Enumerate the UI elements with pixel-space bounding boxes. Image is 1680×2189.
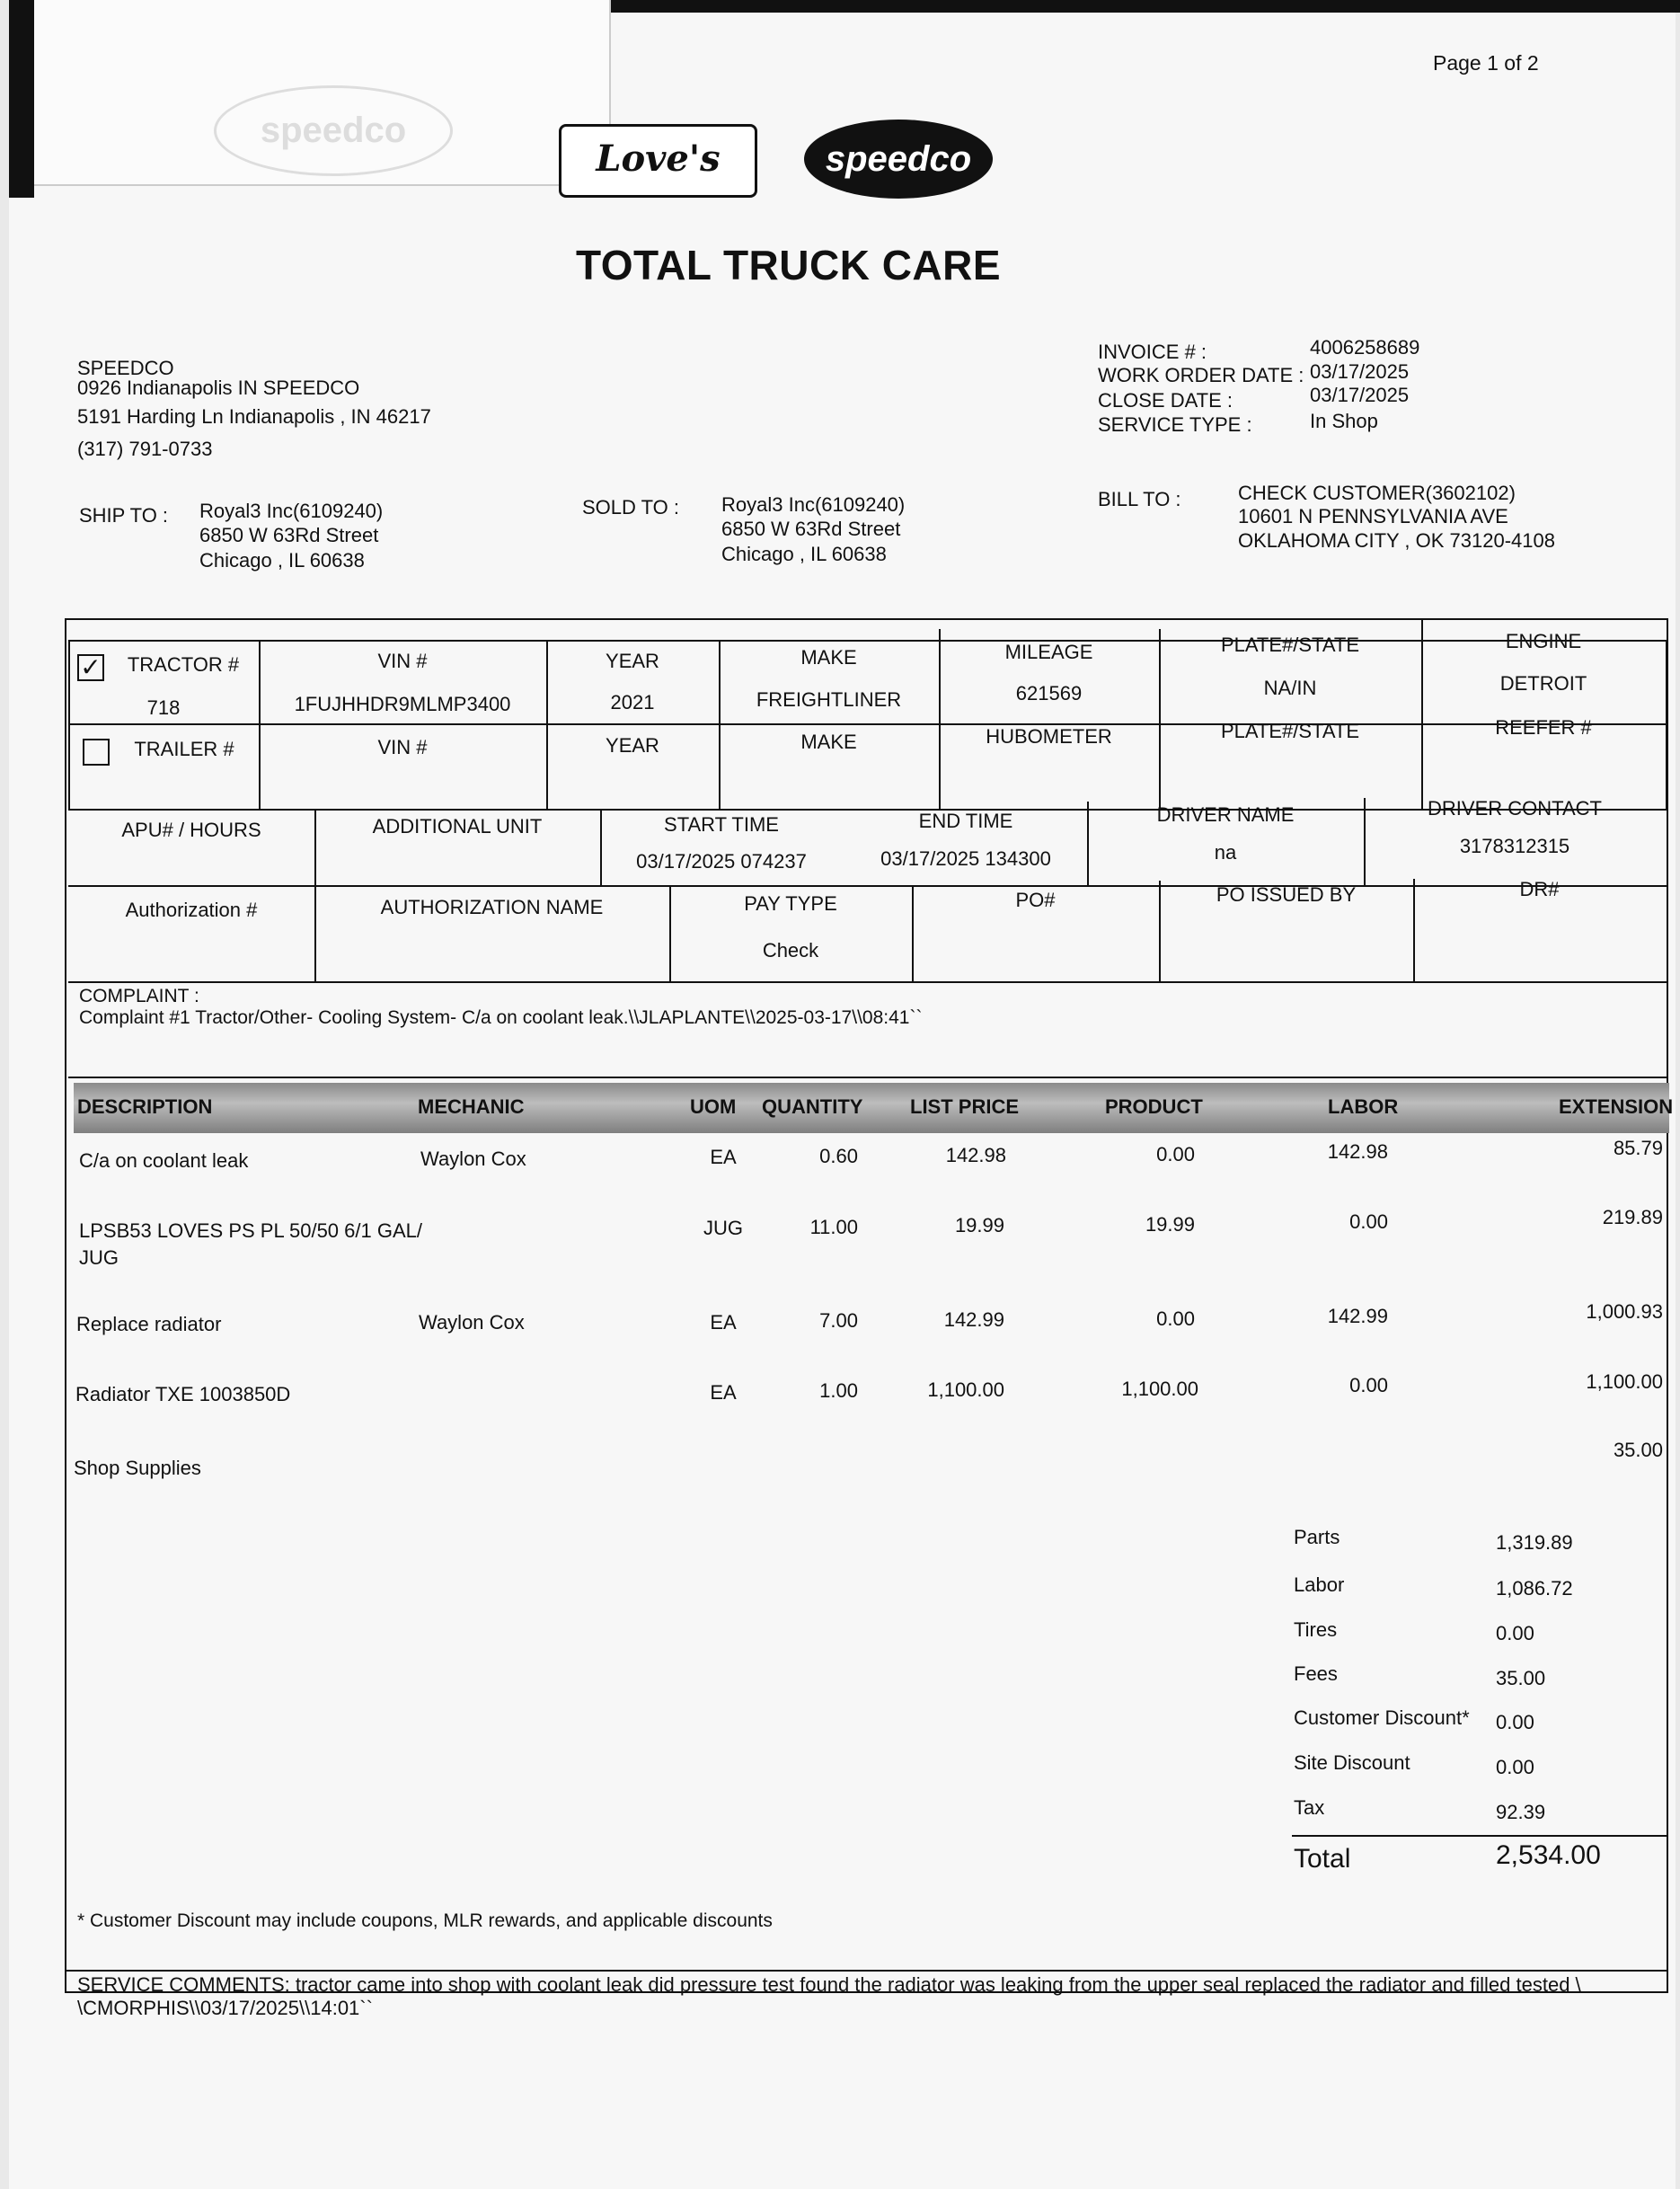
line-description: Replace radiator bbox=[76, 1313, 222, 1335]
start-time: 03/17/2025 074237 bbox=[636, 850, 807, 873]
line-product: 1,100.00 bbox=[1121, 1378, 1198, 1400]
ship-to-street: 6850 W 63Rd Street bbox=[199, 524, 379, 546]
parts-label: Parts bbox=[1294, 1526, 1340, 1548]
line-description: C/a on coolant leak bbox=[79, 1149, 249, 1172]
plate-label: PLATE#/STATE bbox=[1220, 634, 1360, 656]
invoice-number-label: INVOICE # : bbox=[1098, 341, 1207, 363]
line-description: LPSB53 LOVES PS PL 50/50 6/1 GAL/ bbox=[79, 1219, 422, 1242]
col-extension: EXTENSION bbox=[1559, 1095, 1674, 1118]
service-type-label: SERVICE TYPE : bbox=[1098, 413, 1252, 436]
work-order-date: 03/17/2025 bbox=[1310, 360, 1410, 383]
sold-to-label: SOLD TO : bbox=[582, 496, 680, 518]
bill-to-street: 10601 N PENNSYLVANIA AVE bbox=[1238, 505, 1508, 527]
tax-label: Tax bbox=[1294, 1796, 1325, 1819]
trailer-label: TRAILER # bbox=[134, 738, 234, 760]
site-discount: 0.00 bbox=[1496, 1756, 1534, 1778]
complaint-text: Complaint #1 Tractor/Other- Cooling System- C/a on coolant leak.\\JLAPLANTE\\2025-03-17\\08:41`` bbox=[79, 1007, 923, 1028]
line-quantity: 1.00 bbox=[819, 1379, 858, 1402]
end-time-label: END TIME bbox=[918, 810, 1013, 832]
line-extension: 1,000.93 bbox=[1586, 1300, 1663, 1323]
invoice-number: 4006258689 bbox=[1310, 336, 1420, 359]
col-mechanic: MECHANIC bbox=[418, 1095, 525, 1118]
line-product: 19.99 bbox=[1145, 1213, 1195, 1236]
shop-address: 5191 Harding Ln Indianapolis , IN 46217 bbox=[77, 405, 431, 428]
vin-label: VIN # bbox=[377, 650, 428, 672]
col-quantity: QUANTITY bbox=[762, 1095, 863, 1118]
line-list-price: 142.99 bbox=[943, 1308, 1004, 1331]
col-labor: LABOR bbox=[1328, 1095, 1399, 1118]
line-extension: 35.00 bbox=[1613, 1439, 1663, 1461]
ship-to-label: SHIP TO : bbox=[79, 504, 169, 527]
comments-divider bbox=[66, 1970, 1668, 1972]
po-label: PO# bbox=[1015, 889, 1056, 911]
driver-name: na bbox=[1214, 841, 1237, 864]
sticky-note bbox=[34, 0, 611, 186]
line-description-cont: JUG bbox=[79, 1246, 119, 1269]
line-description: Shop Supplies bbox=[74, 1457, 201, 1479]
dr-label: DR# bbox=[1519, 878, 1560, 900]
po-issued-by-label: PO ISSUED BY bbox=[1216, 883, 1357, 906]
line-labor: 142.99 bbox=[1327, 1305, 1388, 1327]
parts-total: 1,319.89 bbox=[1496, 1531, 1573, 1554]
plate-value: NA/IN bbox=[1263, 677, 1317, 699]
service-comments: SERVICE COMMENTS: tractor came into shop with coolant leak did pressure test found the radiator was leaking from the upper seal replaced the radiator and filled tested \ bbox=[77, 1973, 1581, 1996]
job-row-divider bbox=[68, 981, 1667, 983]
service-type: In Shop bbox=[1310, 410, 1378, 432]
fees-label: Fees bbox=[1294, 1662, 1338, 1685]
complaint-divider bbox=[68, 1077, 1667, 1078]
line-list-price: 1,100.00 bbox=[927, 1378, 1004, 1401]
tires-label: Tires bbox=[1294, 1618, 1338, 1641]
bill-to-name: CHECK CUSTOMER(3602102) bbox=[1238, 482, 1516, 504]
engine-value: DETROIT bbox=[1499, 672, 1587, 695]
close-date: 03/17/2025 bbox=[1310, 384, 1410, 406]
line-mechanic: Waylon Cox bbox=[420, 1148, 526, 1170]
service-comments-signature: \CMORPHIS\\03/17/2025\\14:01`` bbox=[77, 1997, 373, 2019]
close-date-label: CLOSE DATE : bbox=[1098, 389, 1233, 412]
make-label: MAKE bbox=[800, 646, 857, 669]
mileage-value: 621569 bbox=[1015, 682, 1083, 705]
mileage-label: MILEAGE bbox=[1004, 641, 1093, 663]
col-list-price: LIST PRICE bbox=[910, 1095, 1020, 1118]
shop-location: 0926 Indianapolis IN SPEEDCO bbox=[77, 377, 360, 399]
line-quantity: 11.00 bbox=[809, 1216, 858, 1238]
line-list-price: 19.99 bbox=[954, 1214, 1004, 1236]
line-items-header bbox=[74, 1083, 1669, 1133]
faded-stamp: speedco bbox=[214, 85, 453, 176]
work-order-date-label: WORK ORDER DATE : bbox=[1098, 364, 1304, 386]
trailer-year-label: YEAR bbox=[606, 734, 659, 757]
grand-total: 2,534.00 bbox=[1496, 1840, 1601, 1870]
complaint-label: COMPLAINT : bbox=[79, 986, 199, 1006]
scan-top-edge bbox=[609, 0, 1680, 13]
make-value: FREIGHTLINER bbox=[756, 688, 902, 711]
trailer-make-label: MAKE bbox=[800, 731, 857, 753]
site-discount-label: Site Discount bbox=[1294, 1751, 1410, 1774]
customer-discount-label: Customer Discount* bbox=[1294, 1706, 1470, 1729]
tax-total: 92.39 bbox=[1496, 1801, 1546, 1823]
bill-to-label: BILL TO : bbox=[1098, 488, 1181, 510]
ship-to-city: Chicago , IL 60638 bbox=[199, 549, 365, 572]
tractor-checkbox[interactable]: ✓ bbox=[77, 654, 104, 681]
line-extension: 85.79 bbox=[1613, 1137, 1663, 1159]
line-quantity: 7.00 bbox=[819, 1309, 858, 1332]
tractor-number: 718 bbox=[146, 696, 181, 719]
discount-footnote: * Customer Discount may include coupons, MLR rewards, and applicable discounts bbox=[77, 1910, 773, 1931]
page-number: Page 1 of 2 bbox=[1433, 51, 1539, 75]
engine-label: ENGINE bbox=[1505, 630, 1582, 652]
labor-label: Labor bbox=[1294, 1573, 1345, 1596]
reefer-label: REEFER # bbox=[1495, 716, 1592, 739]
sold-to-city: Chicago , IL 60638 bbox=[721, 543, 887, 565]
labor-total: 1,086.72 bbox=[1496, 1577, 1573, 1600]
loves-logo: Love's bbox=[559, 124, 757, 198]
start-time-label: START TIME bbox=[664, 813, 779, 836]
line-extension: 1,100.00 bbox=[1586, 1370, 1663, 1393]
line-product: 0.00 bbox=[1156, 1143, 1195, 1165]
shop-name: SPEEDCO bbox=[77, 357, 174, 379]
line-product: 0.00 bbox=[1156, 1307, 1195, 1330]
line-uom: EA bbox=[710, 1381, 737, 1404]
pay-type: Check bbox=[762, 939, 819, 962]
tractor-label: TRACTOR # bbox=[127, 653, 240, 676]
col-product: PRODUCT bbox=[1105, 1095, 1203, 1118]
line-uom: EA bbox=[710, 1311, 737, 1334]
grand-total-label: Total bbox=[1294, 1844, 1351, 1874]
invoice-page bbox=[9, 0, 1676, 2189]
col-uom: UOM bbox=[690, 1095, 737, 1118]
speedco-logo: speedco bbox=[804, 120, 993, 199]
trailer-checkbox[interactable] bbox=[83, 739, 110, 766]
apu-hours-label: APU# / HOURS bbox=[121, 819, 261, 841]
driver-contact: 3178312315 bbox=[1459, 835, 1570, 857]
fees-total: 35.00 bbox=[1496, 1667, 1546, 1689]
line-labor: 0.00 bbox=[1349, 1374, 1388, 1396]
line-mechanic: Waylon Cox bbox=[419, 1311, 525, 1334]
scan-edge bbox=[9, 0, 34, 198]
sold-to-name: Royal3 Inc(6109240) bbox=[721, 493, 906, 516]
authorization-label: Authorization # bbox=[125, 899, 258, 921]
tires-total: 0.00 bbox=[1496, 1622, 1534, 1644]
customer-discount: 0.00 bbox=[1496, 1711, 1534, 1733]
vin-value: 1FUJHHDR9MLMP3400 bbox=[294, 693, 511, 715]
ship-to-name: Royal3 Inc(6109240) bbox=[199, 500, 384, 522]
line-labor: 142.98 bbox=[1327, 1140, 1388, 1163]
bill-to-city: OKLAHOMA CITY , OK 73120-4108 bbox=[1238, 529, 1555, 552]
driver-name-label: DRIVER NAME bbox=[1156, 803, 1295, 826]
end-time: 03/17/2025 134300 bbox=[880, 847, 1051, 870]
totals-rule bbox=[1292, 1835, 1667, 1837]
line-description: Radiator TXE 1003850D bbox=[75, 1383, 291, 1405]
col-description: DESCRIPTION bbox=[77, 1095, 213, 1118]
pay-type-label: PAY TYPE bbox=[744, 892, 837, 915]
line-labor: 0.00 bbox=[1349, 1210, 1388, 1233]
sold-to-street: 6850 W 63Rd Street bbox=[721, 518, 901, 540]
line-uom: EA bbox=[710, 1146, 737, 1168]
additional-unit-label: ADDITIONAL UNIT bbox=[372, 815, 543, 837]
line-uom: JUG bbox=[703, 1217, 743, 1239]
hubometer-label: HUBOMETER bbox=[986, 725, 1112, 748]
line-list-price: 142.98 bbox=[945, 1144, 1006, 1166]
trailer-plate-label: PLATE#/STATE bbox=[1220, 720, 1360, 742]
page-title: TOTAL TRUCK CARE bbox=[575, 242, 1002, 288]
year-label: YEAR bbox=[606, 650, 659, 672]
driver-contact-label: DRIVER CONTACT bbox=[1428, 797, 1602, 820]
year-value: 2021 bbox=[610, 691, 655, 713]
line-extension: 219.89 bbox=[1602, 1206, 1663, 1228]
trailer-vin-label: VIN # bbox=[377, 736, 428, 758]
line-quantity: 0.60 bbox=[819, 1145, 858, 1167]
shop-phone: (317) 791-0733 bbox=[77, 438, 213, 460]
authorization-name-label: AUTHORIZATION NAME bbox=[380, 896, 604, 918]
